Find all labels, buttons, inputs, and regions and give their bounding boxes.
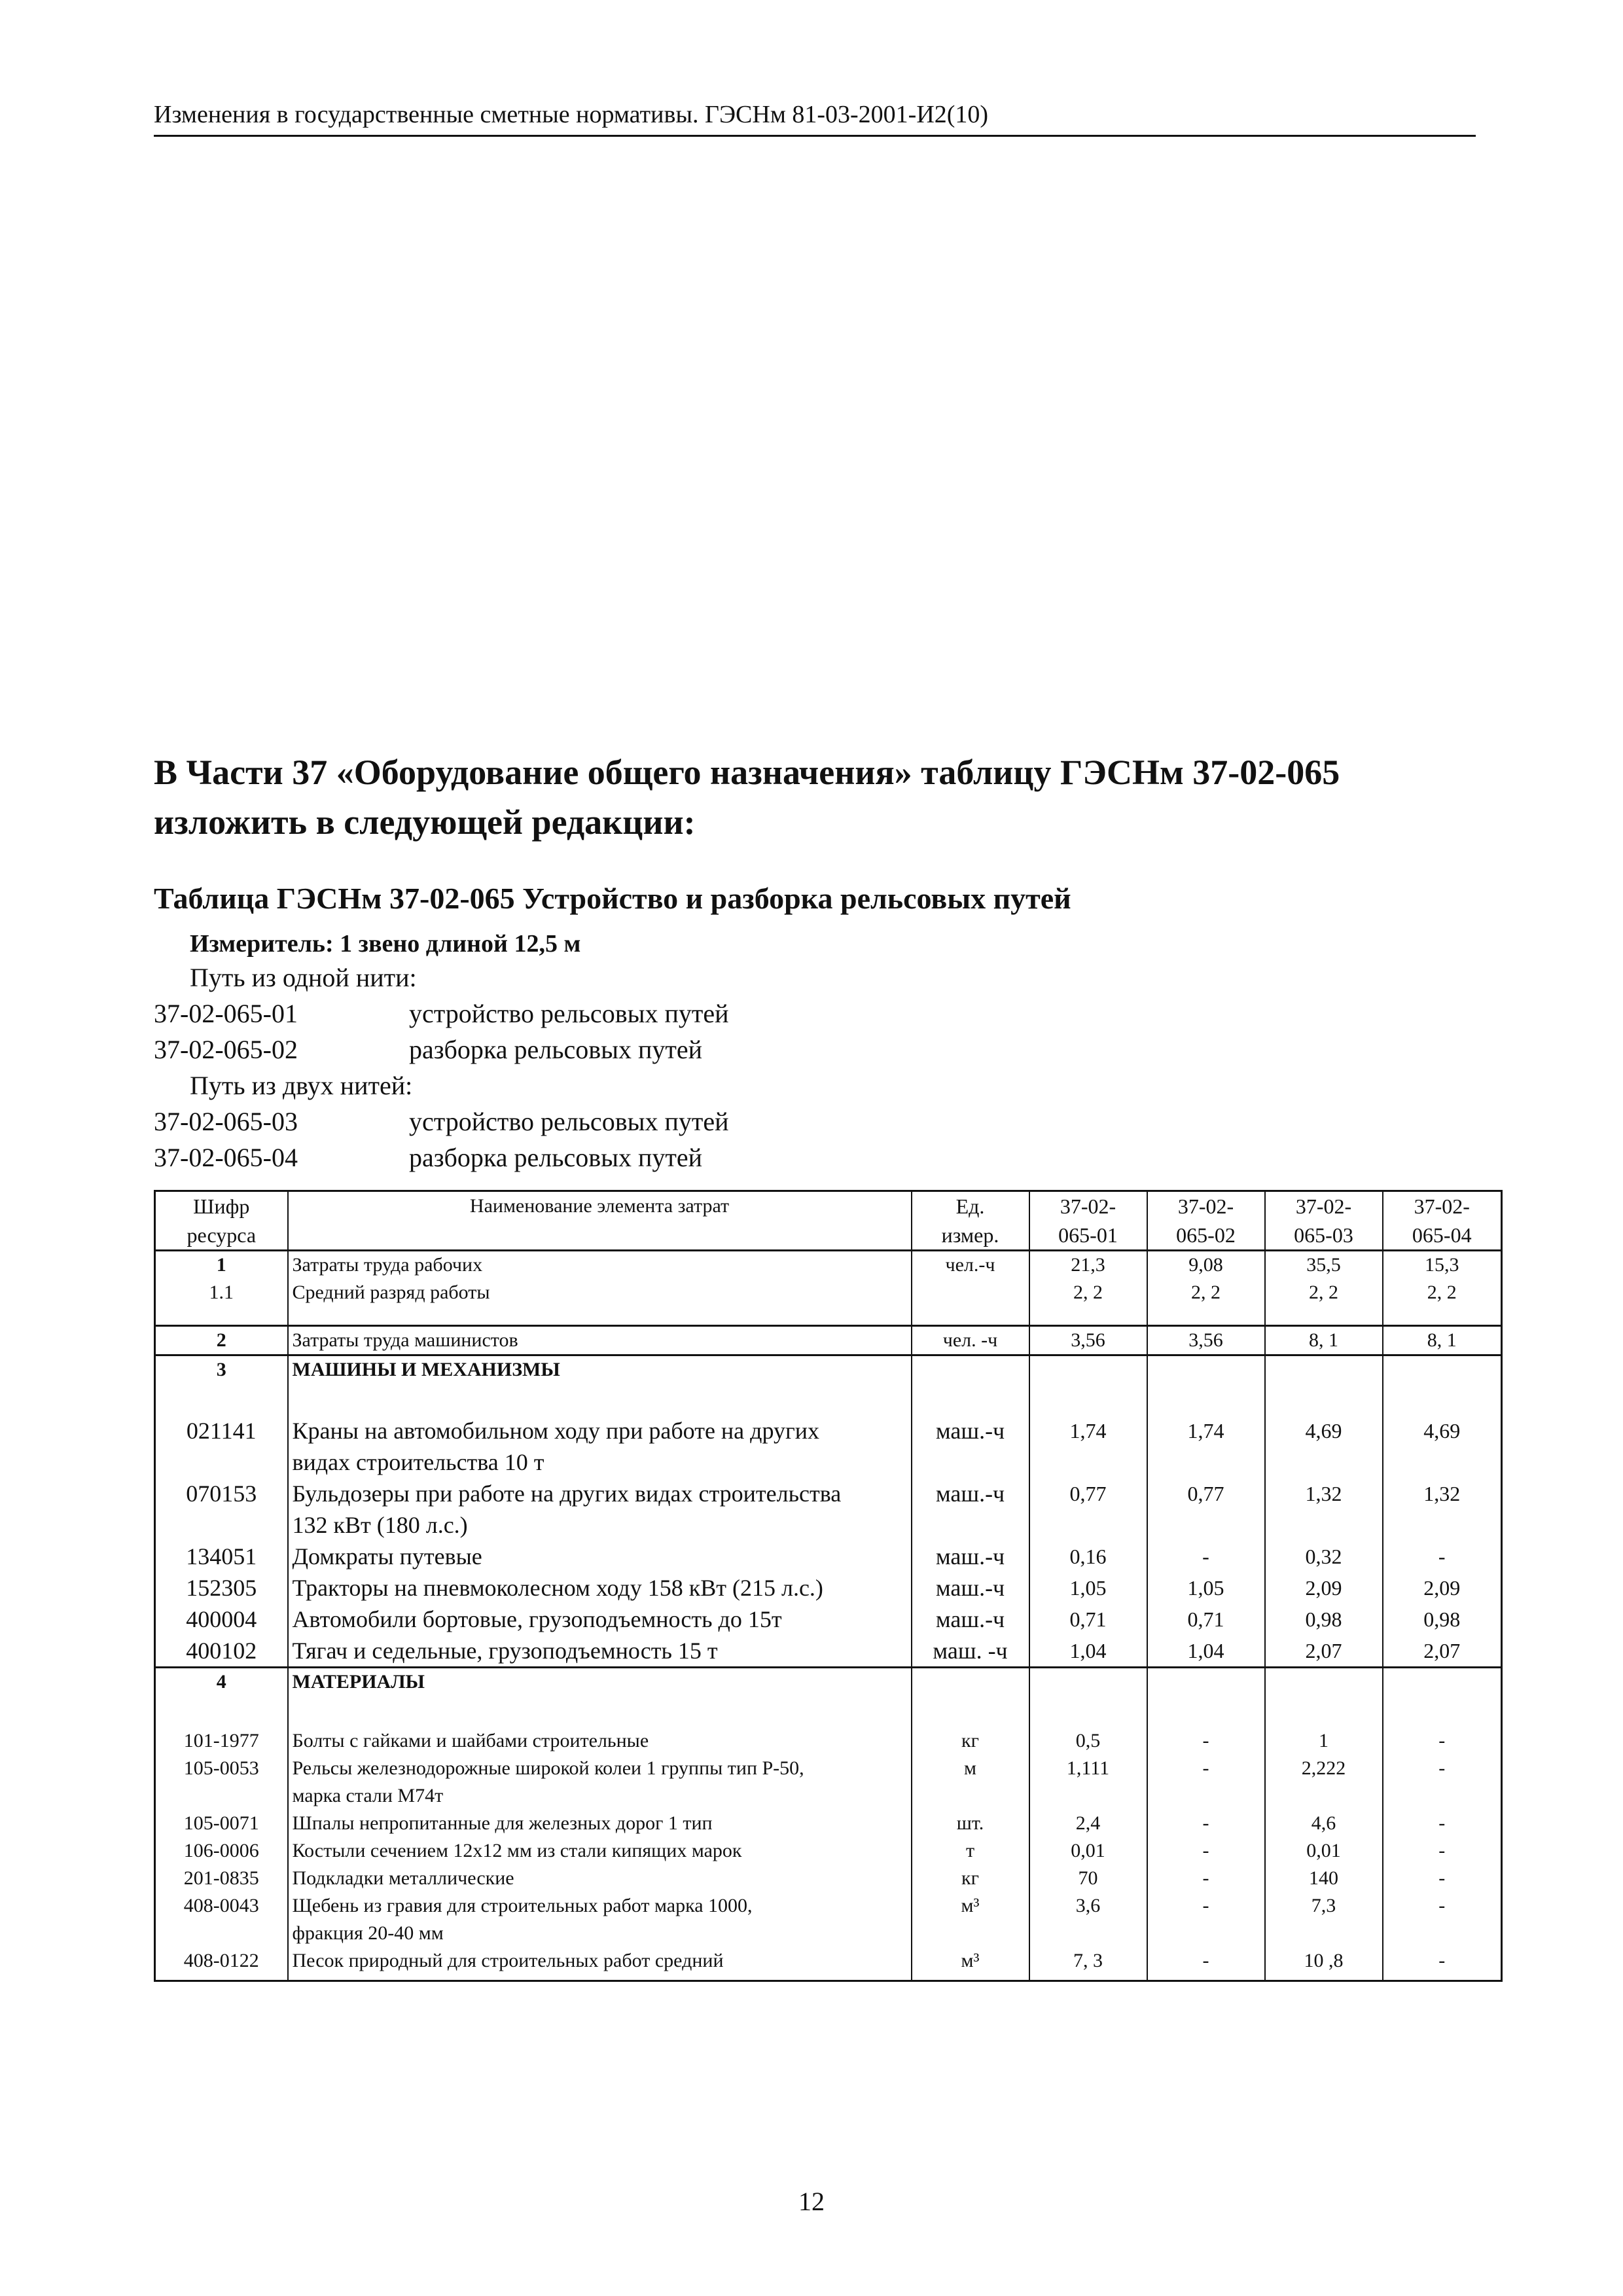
table-spacer xyxy=(155,1306,1502,1326)
table-spacer xyxy=(155,1384,1502,1415)
header-col-03: 37-02- 065-03 xyxy=(1265,1191,1383,1251)
section-row-machines: 3 МАШИНЫ И МЕХАНИЗМЫ xyxy=(155,1355,1502,1384)
header-code: Шифр ресурса xyxy=(155,1191,288,1251)
table-row: 400004 Автомобили бортовые, грузоподъемность до 15т маш.-ч 0,71 0,71 0,98 0,98 xyxy=(155,1604,1502,1635)
running-header: Изменения в государственные сметные нормативы. ГЭСНм 81-03-2001-И2(10) xyxy=(154,97,1476,137)
norms-table xyxy=(154,1190,1503,1982)
item-desc: устройство рельсовых путей xyxy=(409,1107,729,1136)
table-row: 101-1977 Болты с гайками и шайбами строительные кг 0,5 - 1 - xyxy=(155,1727,1502,1755)
table-row: 2 Затраты труда машинистов чел. -ч 3,56 3,56 8, 1 8, 1 xyxy=(155,1326,1502,1355)
table-row: 134051 Домкраты путевые маш.-ч 0,16 - 0,32 - xyxy=(155,1541,1502,1572)
item-desc: разборка рельсовых путей xyxy=(409,1035,703,1064)
table-row: 105-0071 Шпалы непропитанные для железных дорог 1 тип шт. 2,4 - 4,6 - xyxy=(155,1810,1502,1837)
table-title: Таблица ГЭСНм 37-02-065 Устройство и разборка рельсовых путей xyxy=(154,882,1071,915)
item-code: 37-02-065-02 xyxy=(154,1035,298,1064)
measure-unit: Измеритель: 1 звено длиной 12,5 м xyxy=(190,930,581,958)
table-header-row xyxy=(155,1191,1502,1251)
section-title: В Части 37 «Оборудование общего назначения» таблицу ГЭСНм 37-02-065 изложить в следующей редакции: xyxy=(154,753,1340,842)
header-col-02: 37-02- 065-02 xyxy=(1147,1191,1265,1251)
table-row: 021141 Краны на автомобильном ходу при работе на других видах строительства 10 т маш.-ч 1,74 1,74 4,69 4,69 xyxy=(155,1415,1502,1478)
table-row: 408-0122 Песок природный для строительных работ средний м³ 7, 3 - 10 ,8 - xyxy=(155,1947,1502,1981)
item-desc: разборка рельсовых путей xyxy=(409,1143,703,1172)
table-spacer xyxy=(155,1696,1502,1727)
table-row: 106-0006 Костыли сечением 12х12 мм из стали кипящих марок т 0,01 - 0,01 - xyxy=(155,1837,1502,1865)
header-unit: Ед. измер. xyxy=(912,1191,1029,1251)
item-code: 37-02-065-04 xyxy=(154,1143,298,1172)
item-code: 37-02-065-03 xyxy=(154,1107,298,1136)
table-row: 1 Затраты труда рабочих чел.-ч 21,3 9,08 35,5 15,3 xyxy=(155,1251,1502,1280)
header-col-04: 37-02- 065-04 xyxy=(1383,1191,1502,1251)
table-row: 201-0835 Подкладки металлические кг 70 - 140 - xyxy=(155,1865,1502,1892)
table-row: 408-0043 Щебень из гравия для строительных работ марка 1000, фракция 20-40 мм м³ 3,6 - 7,3 - xyxy=(155,1892,1502,1947)
table-row: 1.1 Средний разряд работы 2, 2 2, 2 2, 2 2, 2 xyxy=(155,1279,1502,1306)
table-row: 105-0053 Рельсы железнодорожные широкой колеи 1 группы тип Р-50, марка стали М74т м 1,111 - 2,222 - xyxy=(155,1755,1502,1810)
section-row-materials: 4 МАТЕРИАЛЫ xyxy=(155,1668,1502,1696)
table-row: 400102 Тягач и седельные, грузоподъемность 15 т маш. -ч 1,04 1,04 2,07 2,07 xyxy=(155,1635,1502,1668)
header-col-01: 37-02- 065-01 xyxy=(1029,1191,1147,1251)
table-row: 070153 Бульдозеры при работе на других видах строительства 132 кВт (180 л.с.) маш.-ч 0,77 0,77 1,32 1,32 xyxy=(155,1478,1502,1541)
page-number: 12 xyxy=(798,2187,825,2216)
group-label-single: Путь из одной нити: xyxy=(190,963,417,992)
item-desc: устройство рельсовых путей xyxy=(409,999,729,1028)
group-label-double: Путь из двух нитей: xyxy=(190,1071,413,1100)
table-row: 152305 Тракторы на пневмоколесном ходу 158 кВт (215 л.с.) маш.-ч 1,05 1,05 2,09 2,09 xyxy=(155,1572,1502,1604)
header-name: Наименование элемента затрат xyxy=(288,1191,912,1251)
item-code: 37-02-065-01 xyxy=(154,999,298,1028)
